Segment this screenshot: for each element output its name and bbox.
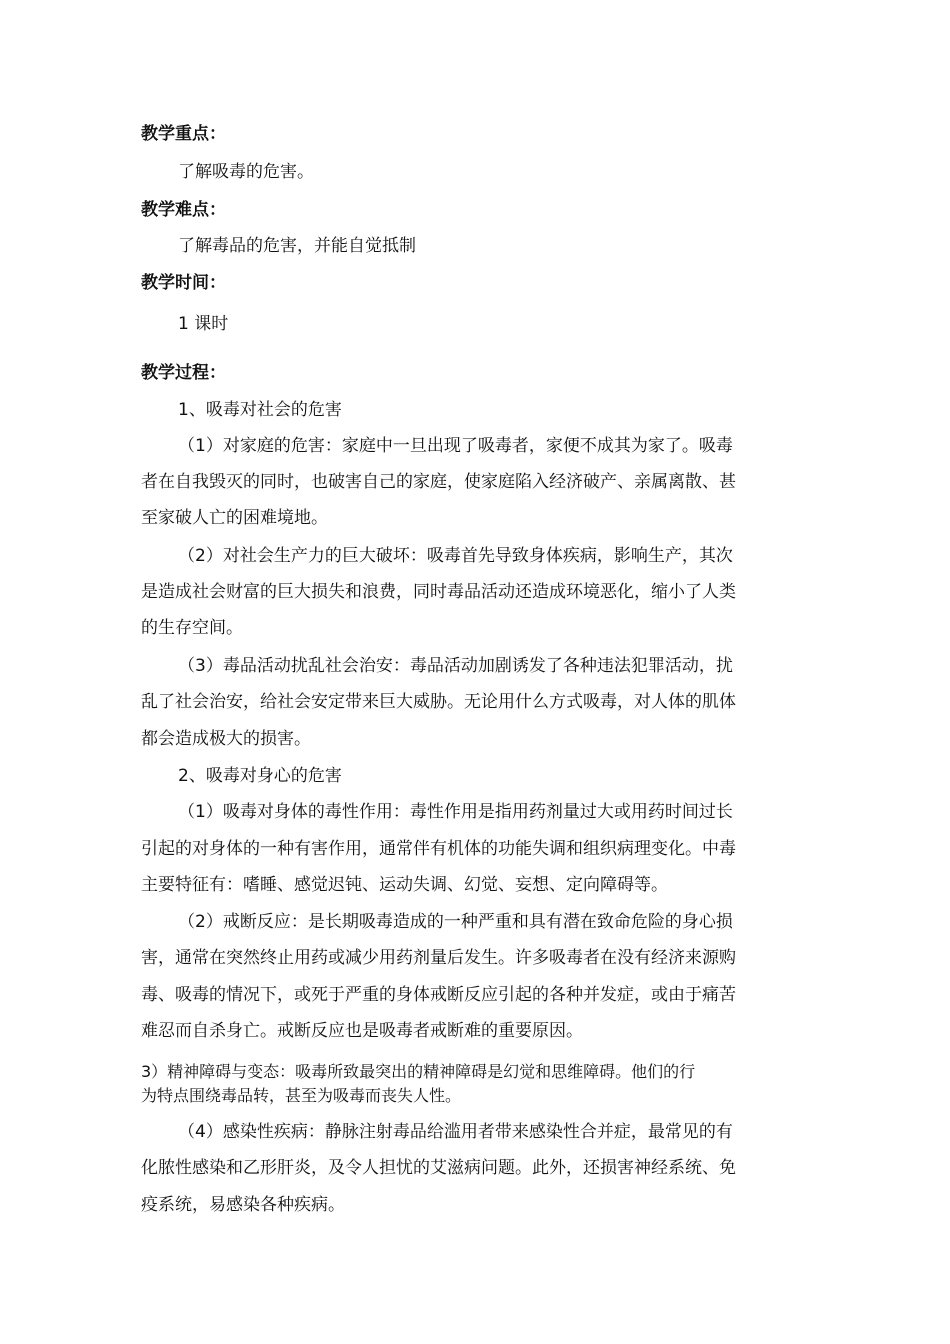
part1-p1-line2: 者在自我毁灭的同时，也破害自己的家庭，使家庭陷入经济破产、亲属离散、甚 [141, 472, 736, 492]
part2-p3-line2: 为特点围绕毒品转，甚至为吸毒而丧失人性。 [141, 1086, 462, 1105]
time-text: 1 课时 [178, 314, 229, 334]
process-heading: 教学过程： [141, 363, 226, 383]
part1-p3-line1: （3）毒品活动扰乱社会治安：毒品活动加剧诱发了各种违法犯罪活动，扰 [178, 656, 733, 676]
part1-title: 1、吸毒对社会的危害 [178, 400, 342, 420]
part2-title: 2、吸毒对身心的危害 [178, 766, 342, 786]
part2-p2-line1: （2）戒断反应：是长期吸毒造成的一种严重和具有潜在致命危险的身心损 [178, 912, 733, 932]
part1-p3-line3: 都会造成极大的损害。 [141, 729, 311, 749]
time-heading: 教学时间： [141, 273, 226, 293]
part1-p2-line2: 是造成社会财富的巨大损失和浪费，同时毒品活动还造成环境恶化，缩小了人类 [141, 582, 736, 602]
part2-p2-line4: 难忍而自杀身亡。戒断反应也是吸毒者戒断难的重要原因。 [141, 1021, 583, 1041]
part2-p2-line2: 害，通常在突然终止用药或减少用药剂量后发生。许多吸毒者在没有经济来源购 [141, 948, 736, 968]
part1-p2-line1: （2）对社会生产力的巨大破坏：吸毒首先导致身体疾病，影响生产，其次 [178, 546, 733, 566]
part2-p4-line2: 化脓性感染和乙形肝炎，及令人担忧的艾滋病问题。此外，还损害神经系统、免 [141, 1158, 736, 1178]
part2-p1-line3: 主要特征有：嗜睡、感觉迟钝、运动失调、幻觉、妄想、定向障碍等。 [141, 875, 668, 895]
key-point-heading: 教学重点： [141, 124, 226, 144]
key-point-text: 了解吸毒的危害。 [178, 162, 314, 182]
part2-p4-line3: 疫系统，易感染各种疾病。 [141, 1195, 345, 1215]
difficulty-text: 了解毒品的危害，并能自觉抵制 [178, 236, 416, 256]
part2-p1-line1: （1）吸毒对身体的毒性作用：毒性作用是指用药剂量过大或用药时间过长 [178, 802, 733, 822]
part1-p3-line2: 乱了社会治安，给社会安定带来巨大威胁。无论用什么方式吸毒，对人体的肌体 [141, 692, 736, 712]
part2-p2-line3: 毒、吸毒的情况下，或死于严重的身体戒断反应引起的各种并发症，或由于痛苦 [141, 985, 736, 1005]
part1-p1-line1: （1）对家庭的危害：家庭中一旦出现了吸毒者，家便不成其为家了。吸毒 [178, 436, 733, 456]
difficulty-heading: 教学难点： [141, 200, 226, 220]
part1-p1-line3: 至家破人亡的困难境地。 [141, 508, 328, 528]
part2-p1-line2: 引起的对身体的一种有害作用，通常伴有机体的功能失调和组织病理变化。中毒 [141, 839, 736, 859]
part2-p4-line1: （4）感染性疾病：静脉注射毒品给滥用者带来感染性合并症，最常见的有 [178, 1122, 733, 1142]
part2-p3-line1: 3）精神障碍与变态：吸毒所致最突出的精神障碍是幻觉和思维障碍。他们的行 [141, 1062, 696, 1081]
part1-p2-line3: 的生存空间。 [141, 618, 243, 638]
